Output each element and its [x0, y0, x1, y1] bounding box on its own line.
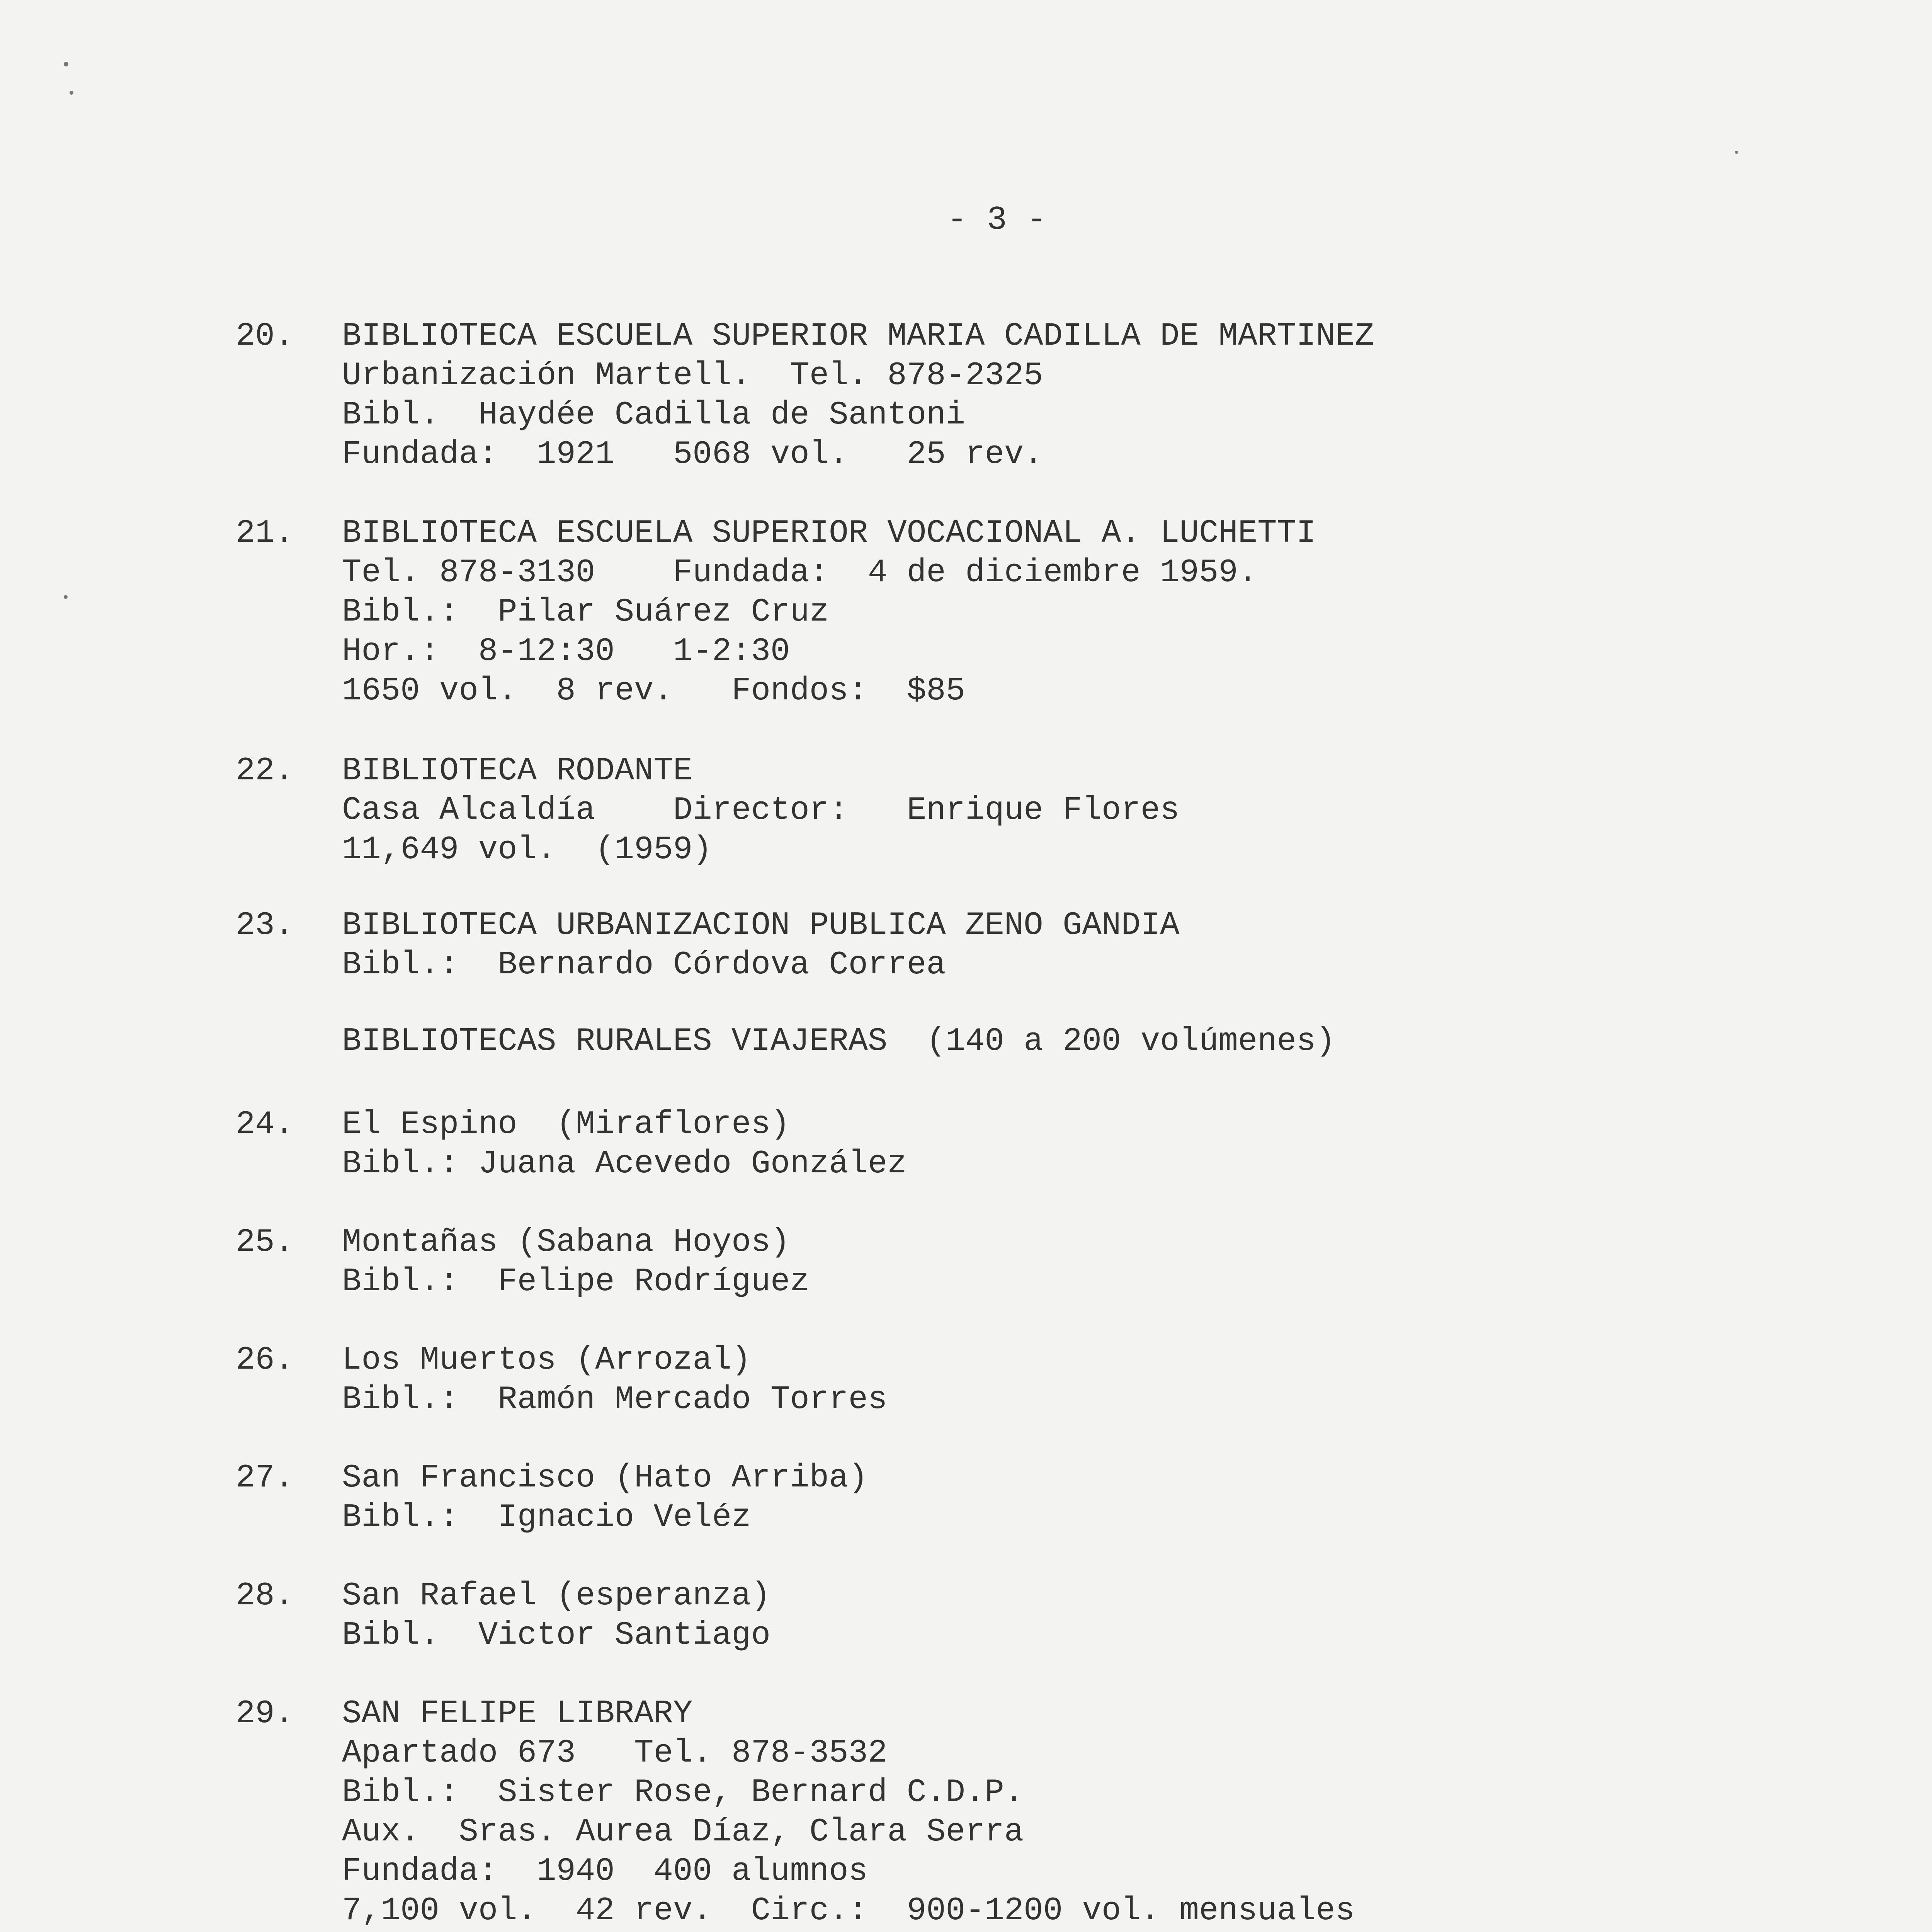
- entry-line: Aux. Sras. Aurea Díaz, Clara Serra: [342, 1814, 1024, 1850]
- entry-lines: [342, 317, 1849, 474]
- scan-speck: [64, 595, 68, 599]
- entry-line: Los Muertos (Arrozal): [342, 1342, 751, 1379]
- entry-line: Casa Alcaldía Director: Enrique Flores: [342, 792, 1180, 829]
- entry-lines: [342, 1459, 1849, 1537]
- entry-lines: [342, 1694, 1849, 1932]
- entry-line: Bibl.: Felipe Rodríguez: [342, 1264, 810, 1300]
- entry-lines: [342, 906, 1849, 985]
- entry-lines: [342, 1577, 1849, 1655]
- entry-lines: [342, 1223, 1849, 1302]
- entry-line: BIBLIOTECA URBANIZACION PUBLICA ZENO GANDIA: [342, 907, 1180, 944]
- entry-number: 29.: [236, 1696, 294, 1732]
- entry-number: 27.: [236, 1460, 294, 1497]
- entry-number: 22.: [236, 753, 294, 789]
- entry-line: 11,649 vol. (1959): [342, 832, 712, 868]
- entry-line: Bibl.: Sister Rose, Bernard C.D.P.: [342, 1774, 1024, 1811]
- entry-line: San Rafael (esperanza): [342, 1578, 770, 1614]
- entry-number: 21.: [236, 515, 294, 552]
- entry-line: Bibl.: Ignacio Veléz: [342, 1499, 751, 1536]
- entry-line: Bibl.: Ramón Mercado Torres: [342, 1381, 888, 1418]
- entry-lines: [342, 1341, 1849, 1420]
- entry-number: 28.: [236, 1578, 294, 1614]
- entry-line: BIBLIOTECA RODANTE: [342, 753, 693, 789]
- entry-line: BIBLIOTECA ESCUELA SUPERIOR MARIA CADILLA DE MARTINEZ: [342, 318, 1374, 355]
- entry-number: 20.: [236, 318, 294, 355]
- entry-lines: [342, 752, 1849, 870]
- entry-line: BIBLIOTECA ESCUELA SUPERIOR VOCACIONAL A. LUCHETTI: [342, 515, 1316, 552]
- entry-line: 1650 vol. 8 rev. Fondos: $85: [342, 673, 966, 709]
- entry-line: Bibl. Victor Santiago: [342, 1617, 770, 1654]
- entry-line: Fundada: 1940 400 alumnos: [342, 1853, 868, 1890]
- entry-line: El Espino (Miraflores): [342, 1106, 790, 1143]
- entry-number: 24.: [236, 1106, 294, 1143]
- entry-line: 7,100 vol. 42 rev. Circ.: 900-1200 vol. mensuales: [342, 1893, 1355, 1929]
- entry-line: Apartado 673 Tel. 878-3532: [342, 1735, 888, 1772]
- entry-number: 23.: [236, 907, 294, 944]
- entry-line: Fundada: 1921 5068 vol. 25 rev.: [342, 436, 1043, 473]
- entry-lines: [342, 1105, 1849, 1184]
- scan-speck: [1735, 151, 1738, 154]
- entry-number: 26.: [236, 1342, 294, 1379]
- entry-line: SAN FELIPE LIBRARY: [342, 1696, 693, 1732]
- entry-line: Bibl.: Bernardo Córdova Correa: [342, 947, 946, 983]
- page-number: - 3 -: [947, 201, 1047, 239]
- entry-number: 25.: [236, 1224, 294, 1261]
- rural-libraries-heading: BIBLIOTECAS RURALES VIAJERAS (140 a 200 volúmenes): [342, 1023, 1335, 1060]
- entry-lines: [342, 514, 1849, 711]
- entry-line: Bibl.: Juana Acevedo González: [342, 1146, 907, 1182]
- scan-speck: [70, 91, 73, 95]
- entry-line: San Francisco (Hato Arriba): [342, 1460, 868, 1497]
- entry-line: Montañas (Sabana Hoyos): [342, 1224, 790, 1261]
- scan-speck: [64, 62, 68, 66]
- entry-line: Bibl. Haydée Cadilla de Santoni: [342, 397, 966, 434]
- entry-line: Bibl.: Pilar Suárez Cruz: [342, 594, 829, 631]
- entry-line: Hor.: 8-12:30 1-2:30: [342, 633, 790, 670]
- entry-line: Tel. 878-3130 Fundada: 4 de diciembre 1959.: [342, 554, 1258, 591]
- entry-line: Urbanización Martell. Tel. 878-2325: [342, 357, 1043, 394]
